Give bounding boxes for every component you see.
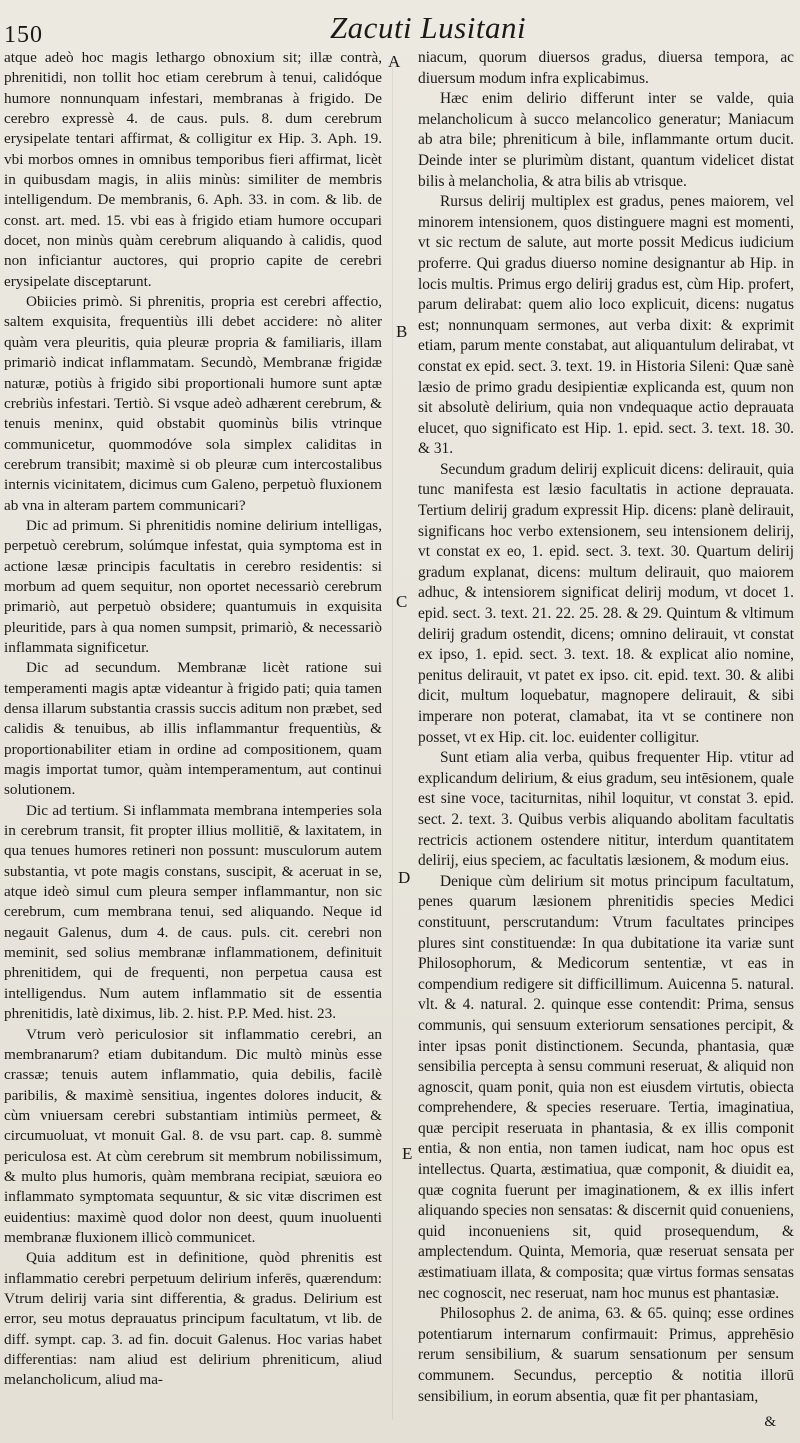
- right-column: [418, 48, 794, 1407]
- left-column-paragraph: Quia additum est in definitione, quòd phrenitis est inflammatio cerebri perpetuum delirium inferēs, quærendum: Vtrum delirij varia sint differentia, & gradus. Delirium est error, seu motus deprauatus principum facultatum, vt lib. de diff. sympt. cap. 3. ad fin. docuit Galenus. Hoc varias habet differentias: nam aliud est delirium phreniticum, aliud melancholicum, aliud ma-: [4, 1249, 382, 1389]
- right-column-paragraph: Hæc enim delirio differunt inter se valde, quia melancholicum à succo melancolico generatur; Maniacum ab atra bile; phreniticum à bile, inflammante ortum ducit. Deinde inter se plurimùm distant, quantum videlicet distat bilis à melancholia, & atra bilis ab vtrisque.: [418, 90, 794, 190]
- margin-letter-a: A: [388, 52, 401, 71]
- right-column-paragraph: Denique cùm delirium sit motus principum facultatum, penes quarum læsionem phrenitidis species Medici constituunt, perscrutandum: Vtrum facultates principes plures sint constituendæ: In qua dubitatione ita variæ sunt Philosophorum, & Medicorum sententiæ, vt eas in compendium redigere sit difficillimum. Auicenna 5. natural. vlt. & 4. natural. 2. quinque esse contendit: Prima, sensus communis, qui sensuum exteriorum sensationes percipit, & inter ipsas ponit distinctionem. Secunda, phantasia, quæ sensibilia percepta à sensu communi reseruat, & aliquid non agnoscit, quam ponit, quia non est eiusdem virtutis, obiecta comprehendere, & species reseruare. Tertia, imaginatiua, quæ percipit reseruata in phantasia, & ex illis componit entia, & non entia, non tamen iudicat, nam hoc opus est intellectus. Quarta, æstimatiua, quæ componit, & diuidit ea, quæ cognita fuerunt per imaginationem, & ex illis infert aliquando species non sensatas: & discernit quid conueniens, quid inconueniens sit, quid prosequendum, & amplectendum. Quinta, Memoria, quæ reseruat sensata per æstimatiuam illata, & composita; quæ virtus formas sensatas nec cognoscit, nec reseruat, nam hoc munus est phantasiæ.: [418, 872, 794, 1302]
- margin-letter-d: D: [398, 868, 411, 887]
- left-column-paragraph: Vtrum verò periculosior sit inflammatio cerebri, an membranarum? etiam dubitandum. Dic multò minùs esse crassæ; tenuis autem inflammatio, quia debilis, facilè paribilis, & maximè sensitiua, ingentes dolores inducit, & cùm vniuersam cerebri substantiam intimiùs permeet, & circumuoluat, vt monuit Gal. 8. de vsu part. cap. 8. summè periculosa est. At cùm cerebrum sit membrum nobilissimum, & multo plus humoris, quàm membrana recipiat, sæuiora eo inflammato symptomata sequuntur, & sic vitæ discrimen est euidentius: maximè quod dolor non deest, quum inuoluenti membranæ fluxionem illicò communicet.: [4, 1025, 382, 1246]
- page-number: 150: [4, 22, 43, 48]
- catchword: &: [764, 1414, 776, 1430]
- right-column-paragraph: Philosophus 2. de anima, 63. & 65. quinq; esse ordines potentiarum internarum confirmauit: Primus, apprehēsio rerum sensibilium, & suarum sensationum per sensum communem. Secundus, perceptio & notitia illorū sensibilium, in eorum absentia, quæ fit per phantasiam,: [418, 1305, 794, 1405]
- margin-letter-c: C: [396, 592, 408, 611]
- page-header: [0, 0, 800, 46]
- margin-letter-e: E: [402, 1144, 413, 1163]
- left-column-paragraph: Obiicies primò. Si phrenitis, propria est cerebri affectio, saltem exquisita, frequentiùs illi debet accidere: nò aliter quàm vera pleuritis, quia pleuræ propria & familiaris, illam primariò indicat inflammatam. Secundò, Membranæ frigidæ naturæ, potiùs à frigido sibi proportionali humore sunt aptæ crebriùs infestari. Tertiò. Si vsque adeò adhærent cerebrum, & tenuis meninx, quid obstabit quominùs bilis vtrinque communicetur, quommodóve sola simplex caliditas in cerebrum transibit; maximè si ob pleuræ cum intercostalibus internis vicinitatem, dicimus cum Galeno, perpetuò fluxionem ab vna in alteram partem communicari?: [4, 293, 382, 514]
- margin-letter-b: B: [396, 322, 408, 341]
- left-column-paragraph: Dic ad primum. Si phrenitidis nomine delirium intelligas, perpetuò cerebrum, solúmque infestat, quia symptoma est in actione læsæ principis facultatis in cerebro residentis: si morbum ad quem sequitur, non oportet necessariò cerebrum primariò, aut perpetuò obsidere; quantumuis in exquisita pleuritide, pars à qua nomen sumpsit, primariò, & necessariò inflammata significetur.: [4, 516, 382, 656]
- right-column-paragraph: niacum, quorum diuersos gradus, diuersa tempora, ac diuersum modum infra explicabimus.: [418, 49, 794, 87]
- right-column-paragraph: Sunt etiam alia verba, quibus frequenter Hip. vtitur ad explicandum delirium, & eius gradum, seu intēsionem, quale est sine voce, taciturnitas, nihil loquitur, vt constat 3. epid. sect. 2. text. 3. Quibus verbis aliquando abolitam facultatis rectricis actionem ostendere nititur, interdum quantitatem delirij, eius speciem, ac facultatis læsionem, & modum eius.: [418, 749, 794, 870]
- left-column-paragraph: atque adeò hoc magis lethargo obnoxium sit; illæ contrà, phrenitidi, non tollit hoc etiam cerebrum à tenui, calidóque humore nonnunquam infestari, membranas à frigido. De cerebro expressè 4. de caus. puls. 8. dum cerebrum erysipelate tentari affirmat, & colligitur ex Hip. 3. Aph. 19. vbi morbos omnes in omnibus temporibus fieri affirmat, licèt in quibusdam magis, in aliis minùs: similiter de membris intelligendum. De membranis, 6. Aph. 33. in com. & lib. de const. art. med. 15. vbi eas à frigido etiam humore occupari docet, non minùs quàm cerebrum aliquando à calidis, quod non inficiantur auctores, qui proprio capite de cerebri erysipelate disceptarunt.: [4, 49, 382, 290]
- left-column-paragraph: Dic ad secundum. Membranæ licèt ratione sui temperamenti magis aptæ videantur à frigido pati; quia tamen densa illarum substantia crassis succis aditum non præbet, sed calidis & tenuibus, ab illis inflammantur frequentiùs, & proportionabiliter etiam in ordine ad compositionem, quam magis importat tumor, quàm intemperamentum, aut continui solutionem.: [4, 659, 382, 799]
- running-head: Zacuti Lusitani: [329, 10, 527, 45]
- left-column-paragraph: Dic ad tertium. Si inflammata membrana intemperies sola in cerebrum transit, fit propter illius mollitiē, & laxitatem, in qua tenues humores retineri non possunt: musculorum autem substantia, vt pote magis constans, suscipit, & aceruat in se, atque ideò simul cum pleura semper inflammantur, non sic cerebrum, cum membrana tenui, sed aliquando. Neque id negauit Galenus, dum 4. de caus. puls. cit. cerebri non meminit, sed solius membranæ inflammationem, definituit phrenitidem, qui de frequenti, non perpetua causa est intelligendus. Num autem inflammatio sit de essentia phrenitidis, latè diximus, lib. 2. hist. P.P. Med. hist. 23.: [4, 801, 382, 1023]
- column-gutter: [392, 60, 393, 1420]
- right-column-paragraph: Rursus delirij multiplex est gradus, penes maiorem, vel minorem intensionem, quos distinguere magni est momenti, vt sic rectum de salute, aut morte possit Medicus iudicium proferre. Qui gradus diuerso nomine designantur ab Hip. in locis multis. Primus ergo delirij gradus est, cùm Hip. profert, parum delirabat: quem alio loco explicuit, dicens: nugatus est; nonnunquam sermones, aut verba dixit: & exprimit etiam, parum mente constabat, aut aliquantulum delirabat, vt constat ex epid. sect. 3. text. 19. in Historia Sileni: Quæ sanè læsio de primo gradu desipientiæ explicanda est, quum non sit absolutè delirium, quia non vndequaque actio deprauata elucet, quo significato est Hip. 1. epid. sect. 3. text. 18. 30. & 31.: [418, 193, 794, 458]
- right-column-paragraph: Secundum gradum delirij explicuit dicens: delirauit, quia tunc manifesta est læsio facultatis in actione deprauata. Tertium delirij gradum expressit Hip. dicens: planè delirauit, significans hoc verbo extensionem, seu intensionem delirij, vt constat ex eo, 1. epid. sect. 3. text. 30. Quartum delirij gradum explanat, dicens: multum delirauit, quo maiorem adhuc, & intensiorem significat delirij modum, vt docet 1. epid. sect. 3. text. 21. 22. 25. 28. & 29. Quintum & vltimum delirij gradum ostendit, dicens; omnino delirauit, vt constat ex ipso, 1. epid. sect. 3. text. 18. & explicat alio nomine, penitus delirauit, vt patet ex ipso. cit. epid. text. 30. & alibi dicit, multum loquebatur, magnopere delirauit, & sibi imperare non poterat, clamabat, ita vt se continere non posset, vt ex Hip. cit. loc. euidenter colligitur.: [418, 460, 794, 746]
- left-column: [4, 48, 382, 1391]
